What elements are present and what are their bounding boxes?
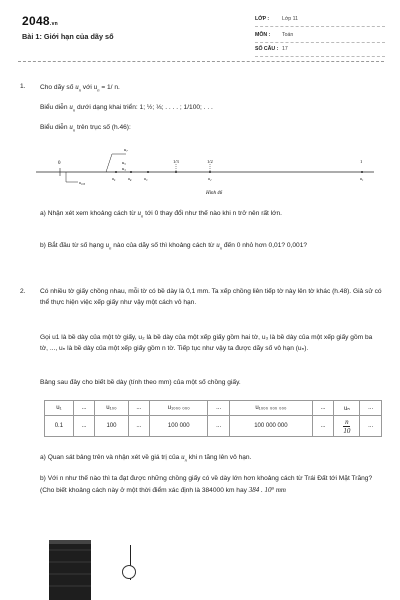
page-header [0,0,400,62]
svg-text:u₂: u₂ [208,176,212,181]
q1-line3: Biểu diễn $u_n$ trên trục số (h.46): [40,123,131,133]
table-cell: ... [73,416,95,437]
table-header-cell: u₁₀₀₀ ₀₀₀ [150,401,208,416]
table-header-row [45,401,382,416]
table-header-cell: u₁ [45,401,74,416]
table-cell-fraction: $\frac{n}{10}$ [334,416,360,437]
svg-text:u₆: u₆ [112,176,116,181]
table-cell: ... [208,416,230,437]
header-divider [18,61,384,62]
table-cell: ... [128,416,150,437]
svg-text:1/2: 1/2 [207,159,213,164]
q2-para3: Bảng sau đây cho biết bề dày (tính theo mm) của một số chồng giấy. [40,379,241,386]
q2-part-b: b) Với n như thế nào thì ta đạt được những chồng giấy có về dày lớn hơn khoảng cách từ Trái Đất tới Mặt Trăng? (Cho biết khoảng cách này ở một thời điểm xác định là 384000 km hay 384 . 10⁹ mm [40,475,373,494]
table-header-cell: ... [312,401,334,416]
table-cell: 100 [95,416,128,437]
meta-count: SỐ CÂU : 17 [255,44,385,57]
site-logo[interactable]: 2048.vn [22,14,59,28]
table-header-cell: ... [128,401,150,416]
lesson-title: Bài 1: Giới hạn của dãy số [22,32,114,41]
table-header-cell: ... [73,401,95,416]
table-cell: 100 000 000 [229,416,312,437]
table-header-cell: ... [360,401,382,416]
q1-part-a: a) Nhận xét xem khoảng cách từ $u_n$ tới 0 thay đổi như thế nào khi n trở nên rất lớn. [40,209,283,219]
table-value-row [45,416,382,437]
paper-stack-illustration [47,536,95,600]
q1-line2: Biểu diễn $u_n$ dưới dạng khai triển: 1; ½; ⅓; . . . . ; 1/100; . . . [40,103,213,113]
q1-number: 1. [20,83,26,90]
meta-subject: MÔN : Toán [255,30,385,43]
q2-number: 2. [20,288,26,295]
q1-intro: Cho dãy số $u_n$ với $u_n = 1/$ n. [40,83,120,93]
moon-icon [122,565,136,579]
q2-para1: Có nhiều tờ giấy chồng nhau, mỗi tờ có bề dày là 0,1 mm. Ta xếp chồng liên tiếp tờ này lên tờ khác (h.48). Giả sử có thể thực hiện việc xếp giấy như vậy một cách vô hạn. [40,288,382,306]
svg-text:u₄: u₄ [128,176,132,181]
thickness-table [44,400,382,437]
table-header-cell: uₙ [334,401,360,416]
table-header-cell: ... [208,401,230,416]
table-cell: ... [360,416,382,437]
meta-class: LỚP : Lớp 11 [255,14,385,27]
q1-part-b: b) Bắt đầu từ số hạng $u_n$ nào của dãy số thì khoảng cách từ $u_n$ đến 0 nhỏ hơn 0,01? 0,001? [40,241,308,251]
svg-text:u₁₀₀: u₁₀₀ [79,180,86,185]
table-header-cell: u₁₀₀₀ ₀₀₀ ₀₀₀ [229,401,312,416]
table-cell: 100 000 [150,416,208,437]
svg-text:u₃: u₃ [122,166,126,171]
number-line-figure [36,142,376,204]
zero-label: 0 [58,161,61,166]
q2-para2: Gọi u1 là bề dày của một tờ giấy, u₂ là bề dày của một xếp giấy gồm hai tờ, u₃ là bề dày của một xếp giấy gồm ba tờ, ..., uₙ là bề dày của một xếp giấy gồm n tờ. Tiếp tục như vậy ta được dãy số vô hạn (uₙ). [40,334,373,352]
table-cell: 0.1 [45,416,74,437]
table-header-cell: u₁₀₀ [95,401,128,416]
svg-text:u₁: u₁ [360,176,364,181]
svg-text:1: 1 [360,159,363,164]
figure-caption: Hình 46 [206,191,223,196]
svg-text:u₅: u₅ [122,160,126,165]
number-line-svg [36,142,376,204]
svg-text:u₃: u₃ [144,176,148,181]
table-cell: ... [312,416,334,437]
svg-text:1/3: 1/3 [173,159,179,164]
q2-part-a: a) Quan sát bảng trên và nhận xét về giá trị của $u_n$ khi n tăng lên vô hạn. [40,453,252,463]
svg-text:u₇: u₇ [124,147,128,152]
